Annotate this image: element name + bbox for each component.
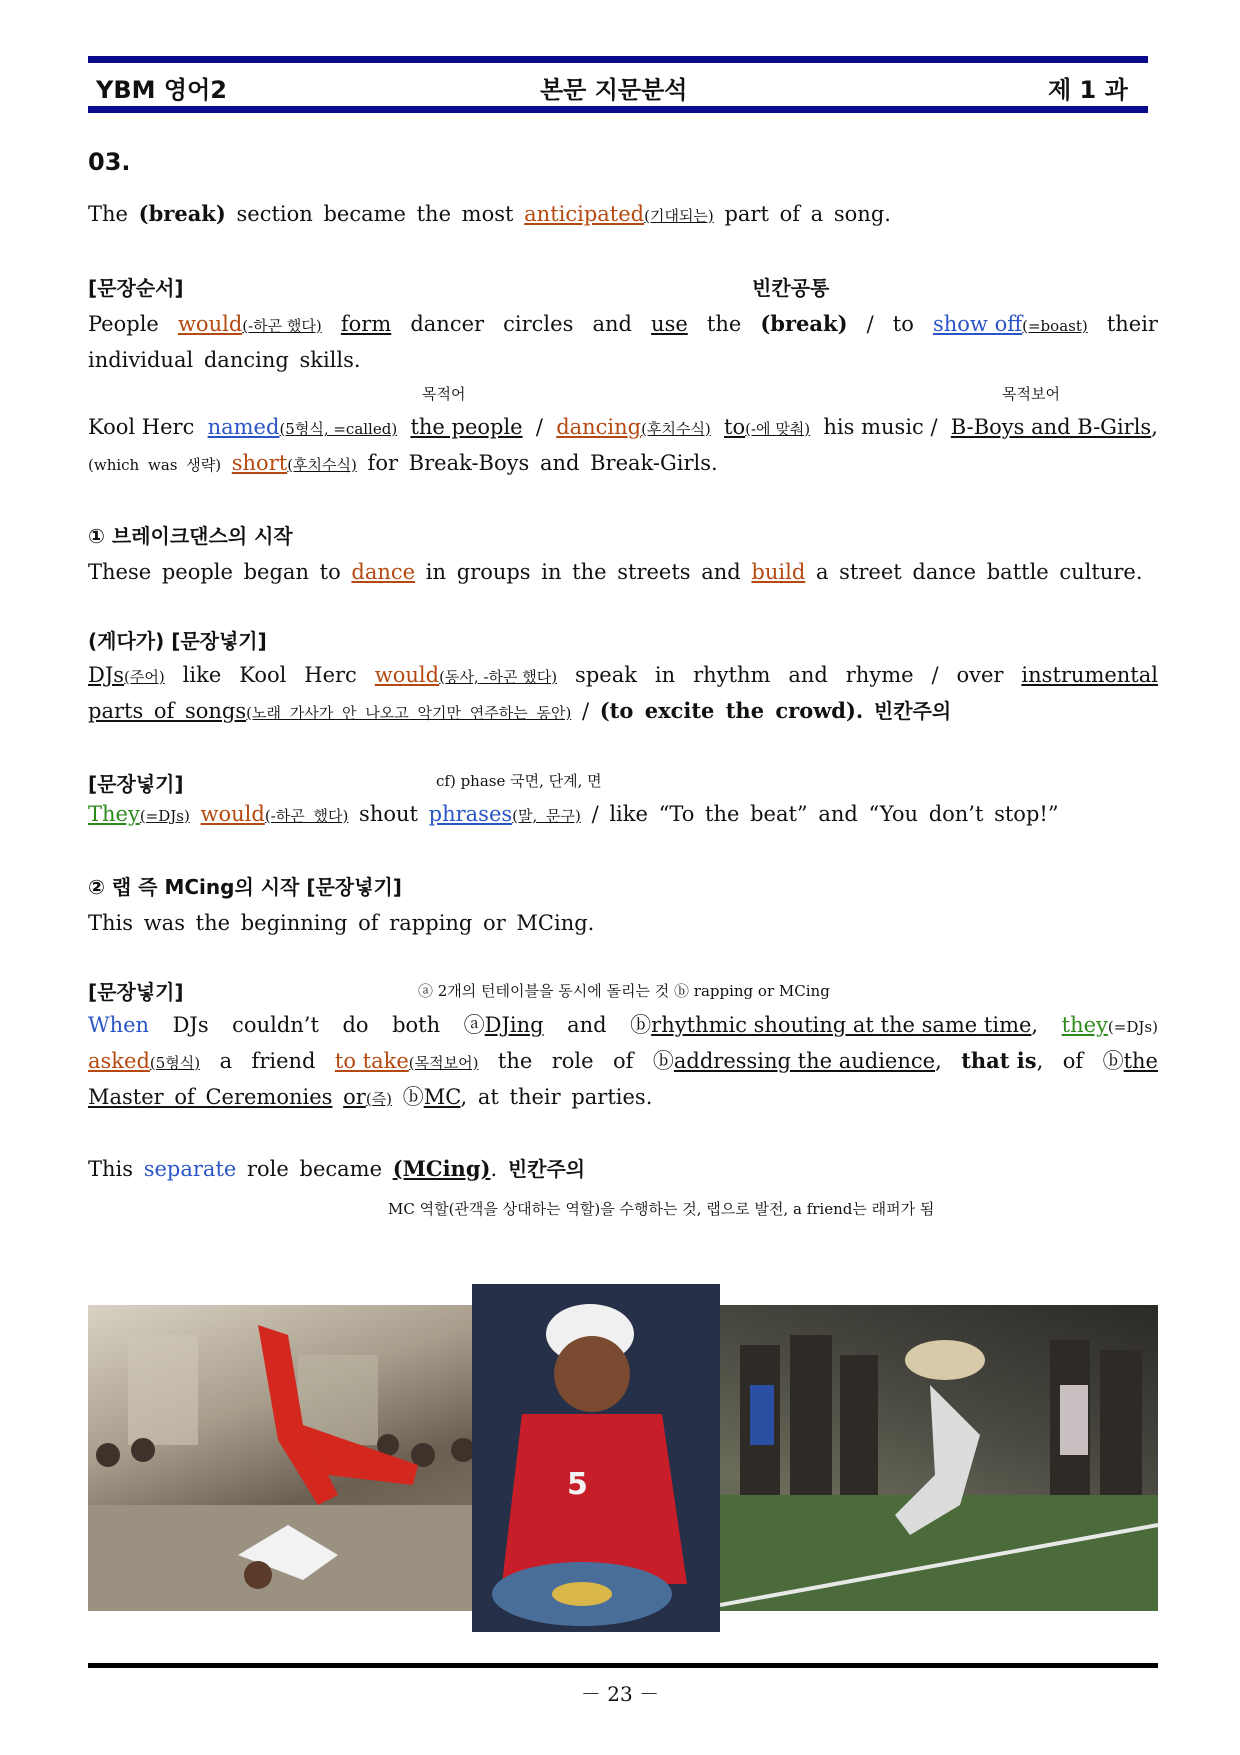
annotation-phase: cf) phase 국면, 단계, 면 <box>436 772 602 790</box>
sentence-3-line2: (which was 생략) short(후치수식) for Break-Boys and Break-Girls. <box>88 451 718 475</box>
label-blank-common: 빈칸공통 <box>752 276 830 300</box>
sentence-8-line2: asked(5형식) a friend to take(목적보어) the role of ⓑaddressing the audience, that is, of ⓑthe <box>88 1048 1158 1073</box>
annotation-object: 목적어 <box>422 385 466 403</box>
page-number: － 23 － <box>580 1682 660 1706</box>
sentence-5-line1: DJs(주어) like Kool Herc would(동사, -하곤 했다) speak in rhythm and rhyme / over instrumental <box>88 663 1158 687</box>
label-insert-2: [문장넣기] <box>88 980 184 1004</box>
sentence-2-line2: individual dancing skills. <box>88 348 361 372</box>
label-sentence-order: [문장순서] <box>88 276 184 300</box>
sentence-9: This separate role became (MCing). 빈칸주의 <box>88 1156 586 1181</box>
annotation-object-complement: 목적보어 <box>1002 385 1060 403</box>
sentence-5-line2: parts of songs(노래 가사가 안 나오고 악기만 연주하는 동안) / (to excite the crowd). 빈칸주의 <box>88 698 952 723</box>
sentence-8-line1: When DJs couldn’t do both ⓐDJing and ⓑrhythmic shouting at the same time, they(=DJs) <box>88 1013 1158 1037</box>
label-insert-1: [문장넣기] <box>88 772 184 796</box>
sentence-8-line3: Master of Ceremonies or(즉) ⓑMC, at their parties. <box>88 1085 653 1109</box>
annotation-a-b: ⓐ 2개의 턴테이블을 동시에 돌리는 것 ⓑ rapping or MCing <box>418 982 830 1000</box>
label-besides-insert: (게다가) [문장넣기] <box>88 629 267 653</box>
svg-text:5: 5 <box>567 1467 588 1502</box>
sentence-6: They(=DJs) would(-하곤 했다) shout phrases(말, 문구) / like “To the beat” and “You don’t stop!” <box>88 802 1059 826</box>
footer-rule <box>88 1663 1158 1668</box>
header-rule-bottom <box>88 106 1148 113</box>
annotation-mc-role: MC 역할(관객을 상대하는 역할)을 수행하는 것, 랩으로 발전, a friend는 래퍼가 됨 <box>388 1200 935 1218</box>
section-number: 03. <box>88 148 131 176</box>
header-section-title: 본문 지문분석 <box>540 76 688 104</box>
sentence-1: The (break) section became the most anticipated(기대되는) part of a song. <box>88 201 891 226</box>
header-lesson: 제 1 과 <box>1048 76 1128 104</box>
breakdancer-photo <box>88 1305 500 1611</box>
sentence-7: This was the beginning of rapping or MCing. <box>88 911 595 935</box>
sentence-2-line1: People would(-하곤 했다) form dancer circles and use the (break) / to show off(=boast) their <box>88 311 1158 336</box>
dj-turntable-photo <box>472 1284 720 1632</box>
sentence-3-line1: Kool Herc named(5형식, =called) the people / dancing(후치수식) to(-에 맞춰) his music / B-Boys and B-Girls, <box>88 415 1158 439</box>
heading-rap-origin: ② 랩 즉 MCing의 시작 [문장넣기] <box>88 875 402 899</box>
heading-breakdance-origin: ① 브레이크댄스의 시작 <box>88 524 293 548</box>
sentence-4: These people began to dance in groups in the streets and build a street dance battle culture. <box>88 560 1143 584</box>
header-book-title: YBM 영어2 <box>96 76 227 104</box>
header-rule-top <box>88 56 1148 63</box>
street-dance-battle-photo <box>720 1305 1158 1611</box>
